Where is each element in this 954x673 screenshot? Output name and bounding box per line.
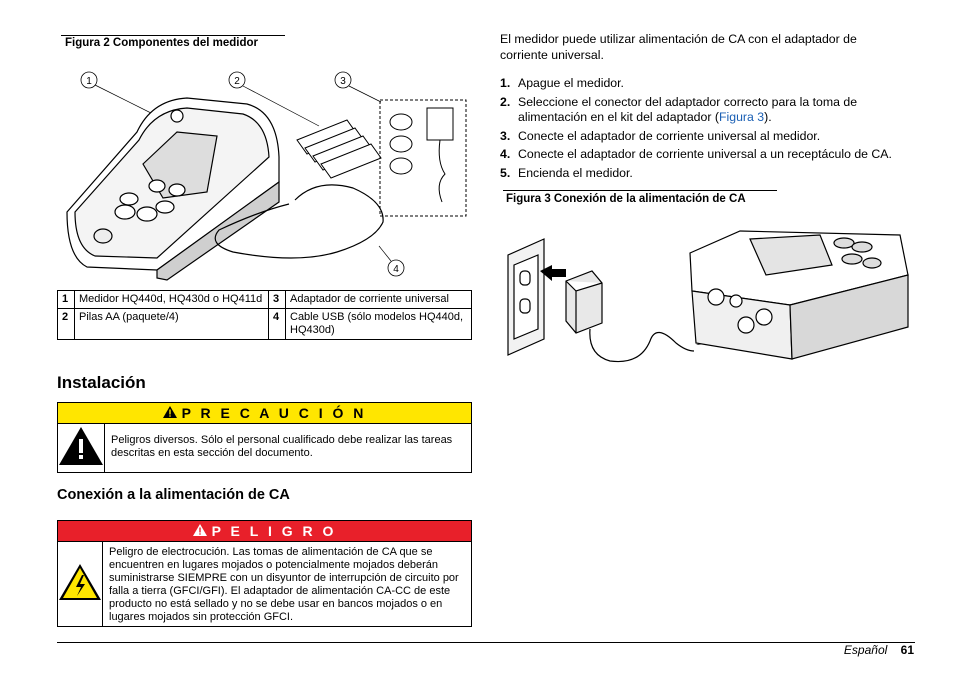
list-item [500,166,915,182]
step-number: 4. [500,147,511,161]
footer-rule [57,642,915,643]
power-cord-drawing [590,329,694,362]
figure3-link[interactable]: Figura 3 [718,110,765,124]
danger-label: P E L I G R O [211,523,337,539]
ac-power-heading: Conexión a la alimentación de CA [57,487,290,503]
step-text: Conecte el adaptador de corriente universal a un receptáculo de CA. [518,147,892,161]
steps-list [500,76,915,184]
danger-header [58,521,471,542]
legend-text: Cable USB (sólo modelos HQ440d, HQ430d) [286,309,472,340]
danger-icon-cell [58,542,103,627]
callout-3 [335,72,381,102]
figure2-legend-table [57,290,472,340]
step-text: ). [764,110,772,124]
figure3-illustration [500,225,915,385]
step-number: 1. [500,76,511,90]
meter-drawing [67,98,279,280]
figure2-illustration [57,62,473,286]
legend-num: 2 [58,309,75,340]
figure3-rule [503,190,777,191]
warning-triangle-icon [193,523,207,539]
footer-language: Español [843,643,888,657]
batteries-drawing [297,120,381,178]
step-text: Apague el medidor. [518,76,624,90]
legend-num: 4 [269,309,286,340]
list-item [500,95,915,126]
step-number: 5. [500,165,511,180]
installation-heading: Instalación [57,373,146,392]
legend-num: 3 [269,291,286,309]
svg-text:2: 2 [234,76,240,87]
warning-triangle-icon [163,405,177,421]
legend-text: Medidor HQ440d, HQ430d o HQ411d [75,291,269,309]
svg-text:4: 4 [393,264,399,275]
adapter-drawing [380,100,466,216]
caution-label: P R E C A U C I Ó N [181,405,367,421]
legend-text: Pilas AA (paquete/4) [75,309,269,340]
intro-paragraph: El medidor puede utilizar alimentación de CA con el adaptador de corriente universal. [500,32,857,62]
exclamation-triangle-icon [58,426,104,471]
electrical-hazard-icon [58,563,102,606]
wall-outlet-drawing [508,239,544,355]
callout-4 [379,246,404,276]
step-number: 3. [500,128,511,143]
figure3-title: Figura 3 Conexión de la alimentación de CA [506,193,746,205]
danger-text: Peligro de electrocución. Las tomas de alimentación de CA que se encuentren en lugares mojados o potencialmente mojados deberán suministrarse SIEMPRE con un disyuntor de interrupción de circuito por falla a tierra (GFCI/GFI). El adaptador de alimentación CA-CC de este producto no está sellado y no se debe usar en bancos mojados o en lugares mojados sin protección GFCI. [109,546,459,623]
page-footer [844,643,914,657]
table-row [58,291,472,309]
caution-header [58,403,471,424]
step-text: Seleccione el conector del adaptador correcto para la toma de alimentación en el kit del adaptador ( [518,94,858,124]
list-item [500,147,915,163]
legend-num: 1 [58,291,75,309]
figure2-title: Figura 2 Componentes del medidor [65,37,258,49]
step-text: Conecte el adaptador de corriente universal al medidor. [518,128,821,143]
step-text: Encienda el medidor. [518,165,633,180]
danger-box [57,520,472,627]
svg-text:1: 1 [86,76,92,87]
legend-text: Adaptador de corriente universal [286,291,472,309]
step-number: 2. [500,94,511,109]
caution-icon-cell [58,424,105,473]
svg-text:3: 3 [340,76,346,87]
page-number: 61 [900,643,914,657]
table-row [58,309,472,340]
list-item [500,129,915,145]
caution-text: Peligros diversos. Sólo el personal cualificado debe realizar las tareas descritas en esta sección del documento. [111,434,453,459]
caution-box [57,402,472,473]
list-item [500,76,915,92]
figure2-rule [61,35,285,36]
adapter-drawing [566,271,602,333]
meter-drawing [690,231,908,359]
